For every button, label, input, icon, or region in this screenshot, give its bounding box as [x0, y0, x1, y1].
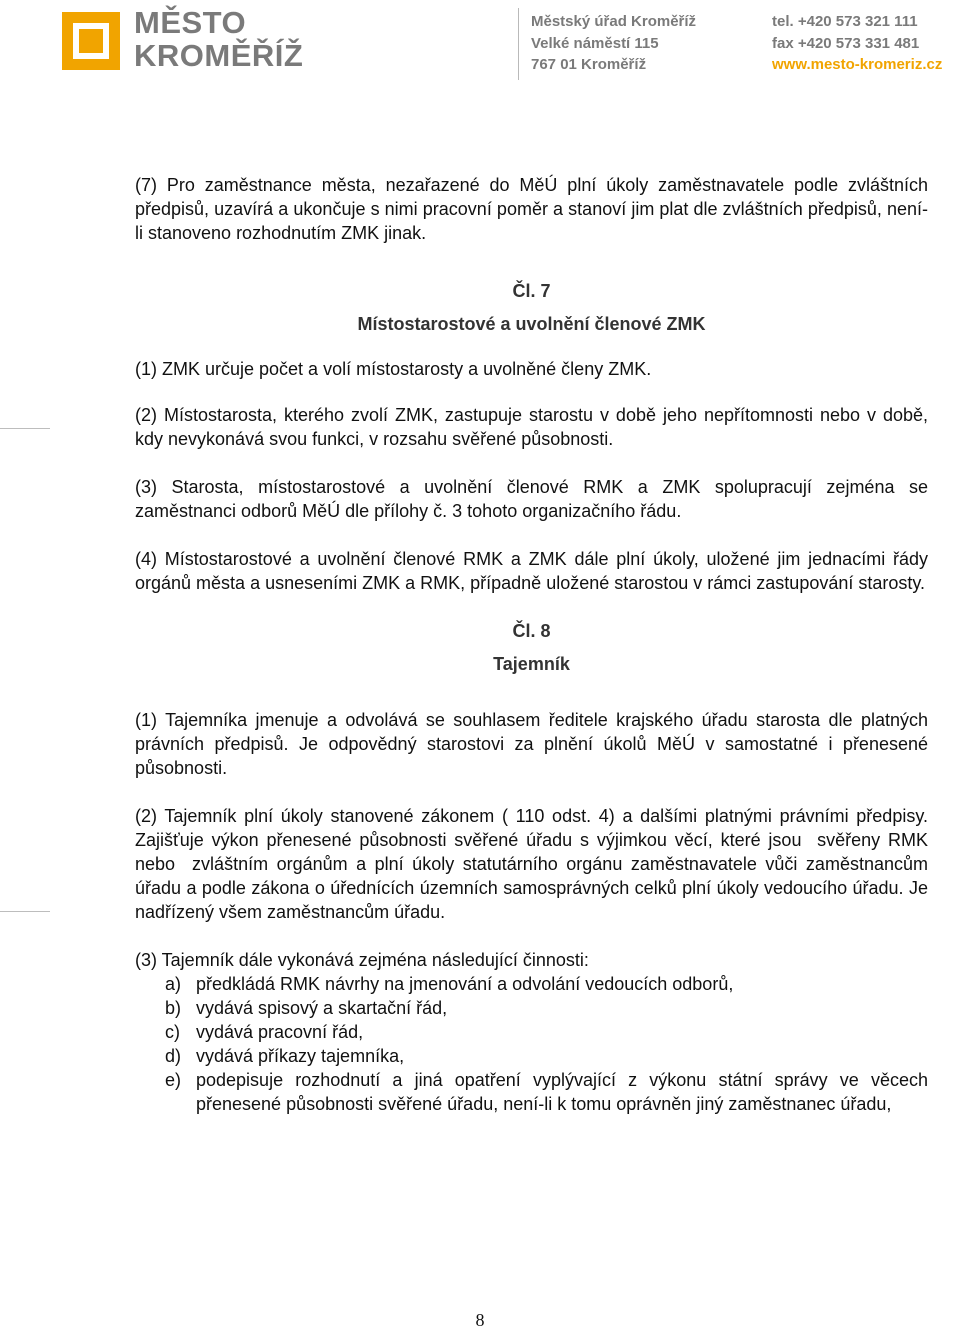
paragraph: (4) Místostarostové a uvolnění členové RMK a ZMK dále plní úkoly, uložené jim jednacími řády orgánů města a usneseními ZMK a RMK, případně uložené starostou v rámci zastupování starosty. — [135, 549, 928, 593]
fold-mark — [0, 428, 50, 429]
item-label: b) — [165, 998, 182, 1018]
brand-line-2: KROMĚŘÍŽ — [134, 38, 304, 73]
article-number: Čl. 8 — [512, 621, 551, 641]
paragraph: (3) Starosta, místostarostové a uvolnění členové RMK a ZMK spolupracují zejména se zaměstnanci odborů MěÚ dle přílohy č. 3 tohoto organizačního řádu. — [135, 477, 928, 521]
paragraph: (7) Pro zaměstnance města, nezařazené do MěÚ plní úkoly zaměstnavatele podle zvláštních předpisů, uzavírá a ukončuje s nimi pracovní poměr a stanoví jim plat dle zvláštních předpisů, není-li stanoveno rozhodnutím ZMK jinak. — [135, 175, 928, 243]
item-text: vydává pracovní řád, — [196, 1022, 364, 1042]
list-item — [165, 972, 928, 996]
item-label: c) — [165, 1022, 180, 1042]
paragraph: (2) Místostarosta, kterého zvolí ZMK, zastupuje starostu v době jeho nepřítomnosti nebo v době, kdy nevykonává svou funkci, v rozsahu svěřené působnosti. — [135, 405, 928, 449]
address-line: Městský úřad Kroměříž — [531, 13, 697, 30]
item-text: vydává spisový a skartační řád, — [196, 998, 448, 1018]
address-line: 767 01 Kroměříž — [531, 56, 647, 73]
item-label: d) — [165, 1046, 182, 1066]
list-item — [165, 996, 928, 1020]
list-item — [165, 1044, 928, 1068]
item-text: vydává příkazy tajemníka, — [196, 1046, 405, 1066]
letterhead — [0, 0, 960, 90]
brand-wordmark — [134, 6, 303, 72]
item-label: a) — [165, 974, 182, 994]
page-number: 8 — [475, 1310, 485, 1330]
address-line: Velké náměstí 115 — [531, 34, 659, 52]
article-number: Čl. 7 — [512, 281, 551, 301]
header-divider — [518, 8, 519, 80]
paragraph: (2) Tajemník plní úkoly stanovené zákonem ( 110 odst. 4) a dalšími platnými právními předpisy. Zajišťuje výkon přenesené působnosti svěřené úřadu s výjimkou věcí, které jsou svěřeny RMK nebo zvláštním orgánům a plní úkoly statutárního orgánu zaměstnavatele vůči zaměstnancům úřadu a podle zákona o úřednících územních samosprávných celků plní úkoly vedoucího úřadu. Je nadřízený všem zaměstnancům úřadu. — [135, 806, 934, 922]
item-text: předkládá RMK návrhy na jmenování a odvolání vedoucích odborů, — [196, 974, 734, 994]
phone: tel. +420 573 321 111 — [772, 13, 918, 30]
article-title: Místostarostové a uvolnění členové ZMK — [357, 314, 706, 334]
document-body — [135, 173, 934, 1116]
paragraph: (1) Tajemníka jmenuje a odvolává se souhlasem ředitele krajského úřadu starosta dle platných právních předpisů. Je odpovědný starostovi za plnění úkolů MěÚ v samostatné i přenesené působnosti. — [135, 710, 928, 778]
activity-list — [135, 972, 928, 1116]
paragraph: (3) Tajemník dále vykonává zejména následující činnosti: — [135, 950, 589, 970]
office-address — [531, 11, 696, 76]
website-link[interactable]: www.mesto-kromeriz.cz — [772, 56, 943, 73]
contact-info — [772, 11, 942, 76]
fold-mark — [0, 911, 50, 912]
list-item — [165, 1068, 928, 1116]
paragraph: (1) ZMK určuje počet a volí místostarosty a uvolněné členy ZMK. — [135, 359, 652, 379]
brand-line-1: MĚSTO — [134, 5, 247, 40]
article-title: Tajemník — [493, 654, 570, 674]
fax: fax +420 573 331 481 — [772, 34, 920, 52]
list-item — [165, 1020, 928, 1044]
item-label: e) — [165, 1070, 182, 1090]
item-text: podepisuje rozhodnutí a jiná opatření vyplývající z výkonu státní správy ve věcech přenesené působnosti svěřené úřadu, není-li k tomu oprávněn jiný zaměstnanec úřadu, — [196, 1070, 928, 1114]
city-logo-icon — [62, 12, 120, 70]
